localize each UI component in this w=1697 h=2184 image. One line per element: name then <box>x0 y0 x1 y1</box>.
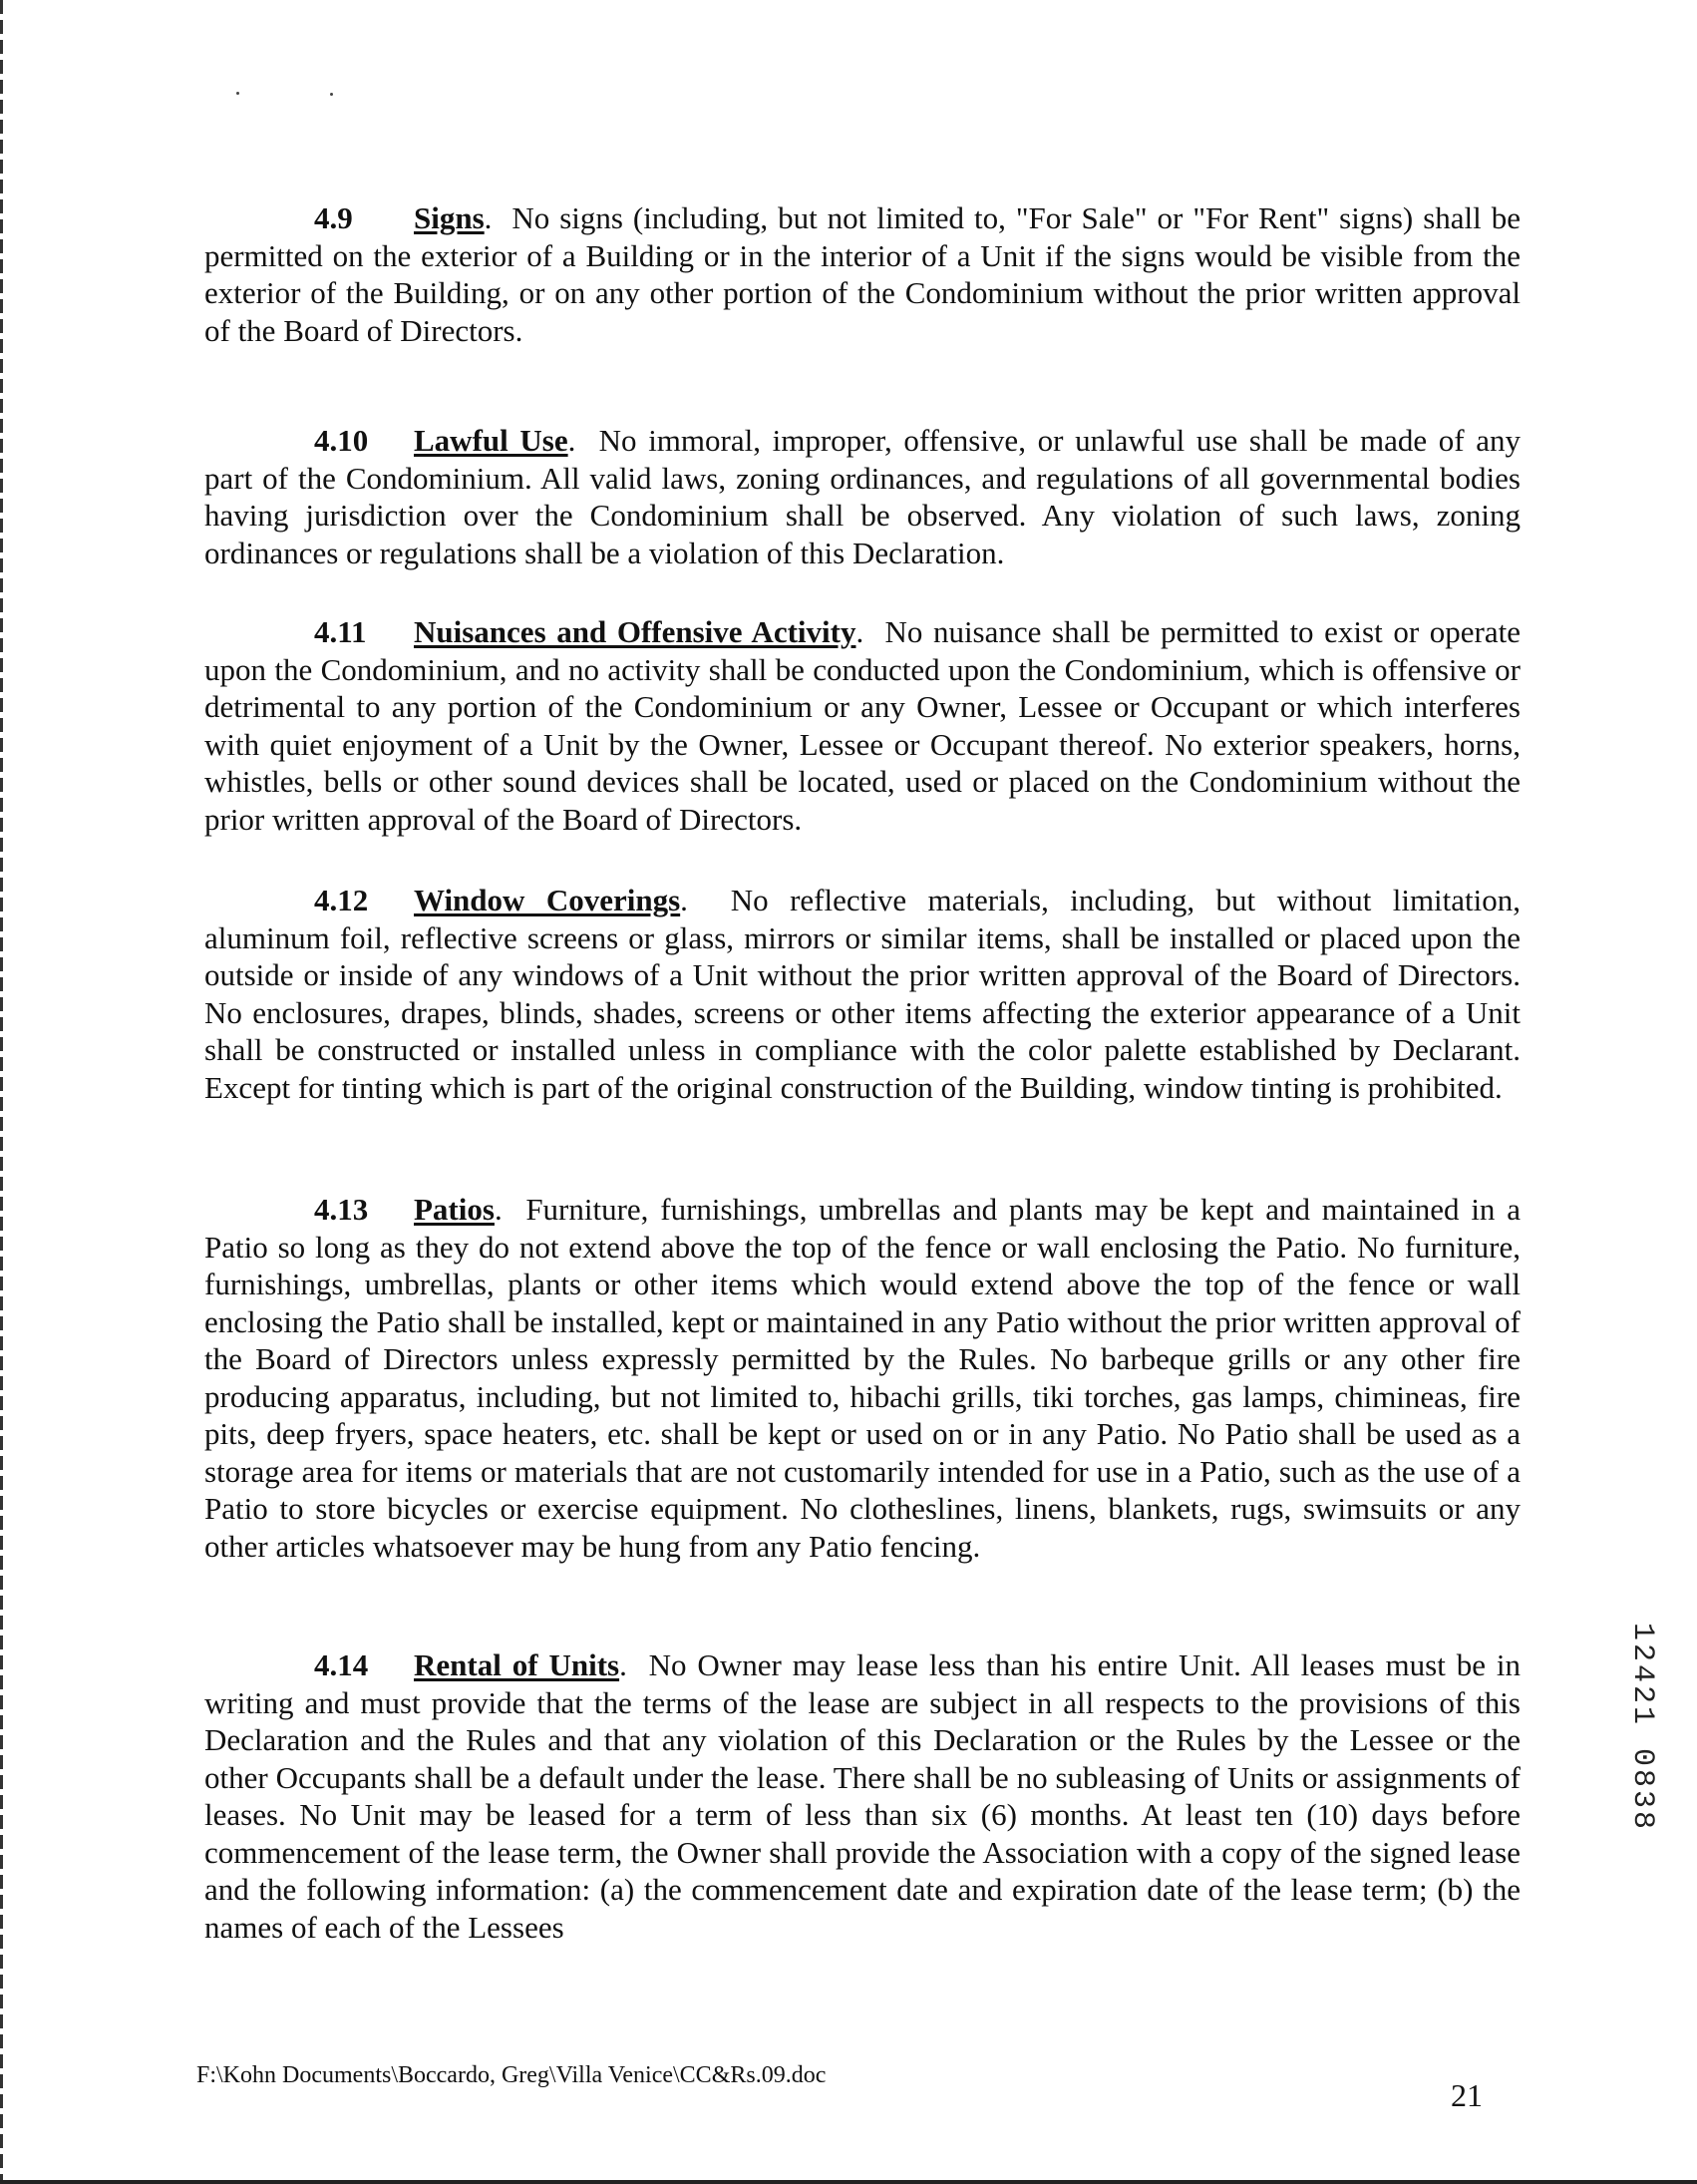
section-title: Nuisances and Offensive Activity <box>414 614 856 649</box>
section-4-9: 4.9 Signs. No signs (including, but not limited to, "For Sale" or "For Rent" signs) shall be permitted on the exterior of a Building or in the interior of a Unit if the signs would be visible from the exterior of the Building, or on any other portion of the Condominium without the prior written approval of the Board of Directors. <box>204 200 1521 348</box>
section-body: Furniture, furnishings, umbrellas and plants may be kept and maintained in a Patio so long as they do not extend above the top of the fence or wall enclosing the Patio. No furniture, furnishings, umbrellas, plants or other items which would extend above the top of the fence or wall enclosing the Patio shall be installed, kept or maintained in any Patio without the prior written approval of the Board of Directors unless expressly permitted by the Rules. No barbeque grills or any other fire producing apparatus, including, but not limited to, hibachi grills, tiki torches, gas lamps, chimineas, fire pits, deep fryers, space heaters, etc. shall be kept or used on or in any Patio. No Patio shall be used as a storage area for items or materials that are not customarily intended for use in a Patio, such as the use of a Patio to store bicycles or exercise equipment. No clotheslines, linens, blankets, rugs, swimsuits or any other articles whatsoever may be hung from any Patio fencing. <box>204 1192 1521 1564</box>
section-number: 4.11 <box>314 614 367 649</box>
recording-stamp-text: 12421 0838 <box>1625 1623 1659 1833</box>
recording-stamp <box>1625 1603 1665 1882</box>
scan-left-edge <box>0 0 3 2184</box>
section-number: 4.12 <box>314 883 369 917</box>
section-4-12: 4.12 Window Coverings. No reflective materials, including, but without limitation, aluminum foil, reflective screens or glass, mirrors or similar items, shall be installed or placed upon the outside or inside of any windows of a Unit without the prior written approval of the Board of Directors. No enclosures, drapes, blinds, shades, screens or other items affecting the exterior appearance of a Unit shall be constructed or installed unless in compliance with the color palette established by Declarant. Except for tinting which is part of the original construction of the Building, window tinting is prohibited. <box>204 883 1522 1105</box>
scan-bottom-edge <box>0 2180 1697 2184</box>
scan-speck <box>330 93 333 96</box>
section-title: Patios <box>414 1192 495 1227</box>
section-number: 4.14 <box>314 1647 369 1682</box>
section-title: Signs <box>414 200 485 235</box>
section-body: No reflective materials, including, but without limitation, aluminum foil, reflective screens or glass, mirrors or similar items, shall be installed or placed upon the outside or inside of any windows of a Unit without the prior written approval of the Board of Directors. No enclosures, drapes, blinds, shades, screens or other items affecting the exterior appearance of a Unit shall be constructed or installed unless in compliance with the color palette established by Declarant. Except for tinting which is part of the original construction of the Building, window tinting is prohibited. <box>204 883 1522 1105</box>
footer-file-path: F:\Kohn Documents\Boccardo, Greg\Villa Venice\CC&Rs.09.doc <box>196 2062 827 2088</box>
section-4-14: 4.14 Rental of Units. No Owner may lease less than his entire Unit. All leases must be in writing and must provide that the terms of the lease are subject in all respects to the provisions of this Declaration and the Rules and that any violation of this Declaration or the Rules by the Lessee or the other Occupants shall be a default under the lease. There shall be no subleasing of Units or assignments of leases. No Unit may be leased for a term of less than six (6) months. At least ten (10) days before commencement of the lease term, the Owner shall provide the Association with a copy of the signed lease and the following information: (a) the commencement date and expiration date of the lease term; (b) the names of each of the Lessees <box>204 1647 1521 1945</box>
section-number: 4.9 <box>314 200 353 235</box>
section-4-10: 4.10 Lawful Use. No immoral, improper, offensive, or unlawful use shall be made of any part of the Condominium. All valid laws, zoning ordinances, and regulations of all governmental bodies having jurisdiction over the Condominium shall be observed. Any violation of such laws, zoning ordinances or regulations shall be a violation of this Declaration. <box>204 423 1521 570</box>
section-4-11: 4.11 Nuisances and Offensive Activity. No nuisance shall be permitted to exist or operate upon the Condominium, and no activity shall be conducted upon the Condominium, which is offensive or detrimental to any portion of the Condominium or any Owner, Lessee or Occupant or which interferes with quiet enjoyment of a Unit by the Owner, Lessee or Occupant thereof. No exterior speakers, horns, whistles, bells or other sound devices shall be located, used or placed on the Condominium without the prior written approval of the Board of Directors. <box>204 614 1521 837</box>
section-body: No Owner may lease less than his entire Unit. All leases must be in writing and must provide that the terms of the lease are subject in all respects to the provisions of this Declaration and the Rules and that any violation of this Declaration or the Rules by the Lessee or the other Occupants shall be a default under the lease. There shall be no subleasing of Units or assignments of leases. No Unit may be leased for a term of less than six (6) months. At least ten (10) days before commencement of the lease term, the Owner shall provide the Association with a copy of the signed lease and the following information: (a) the commencement date and expiration date of the lease term; (b) the names of each of the Lessees <box>204 1647 1521 1945</box>
section-number: 4.13 <box>314 1192 369 1227</box>
section-4-13: 4.13 Patios. Furniture, furnishings, umbrellas and plants may be kept and maintained in a Patio so long as they do not extend above the top of the fence or wall enclosing the Patio. No furniture, furnishings, umbrellas, plants or other items which would extend above the top of the fence or wall enclosing the Patio shall be installed, kept or maintained in any Patio without the prior written approval of the Board of Directors unless expressly permitted by the Rules. No barbeque grills or any other fire producing apparatus, including, but not limited to, hibachi grills, tiki torches, gas lamps, chimineas, fire pits, deep fryers, space heaters, etc. shall be kept or used on or in any Patio. No Patio shall be used as a storage area for items or materials that are not customarily intended for use in a Patio, such as the use of a Patio to store bicycles or exercise equipment. No clotheslines, linens, blankets, rugs, swimsuits or any other articles whatsoever may be hung from any Patio fencing. <box>204 1192 1521 1564</box>
section-body: No signs (including, but not limited to, "For Sale" or "For Rent" signs) shall be permitted on the exterior of a Building or in the interior of a Unit if the signs would be visible from the exterior of the Building, or on any other portion of the Condominium without the prior written approval of the Board of Directors. <box>204 200 1521 348</box>
section-body: No nuisance shall be permitted to exist or operate upon the Condominium, and no activity shall be conducted upon the Condominium, which is offensive or detrimental to any portion of the Condominium or any Owner, Lessee or Occupant or which interferes with quiet enjoyment of a Unit by the Owner, Lessee or Occupant thereof. No exterior speakers, horns, whistles, bells or other sound devices shall be located, used or placed on the Condominium without the prior written approval of the Board of Directors. <box>204 614 1521 837</box>
scan-speck <box>236 92 239 95</box>
section-body: No immoral, improper, offensive, or unlawful use shall be made of any part of the Condominium. All valid laws, zoning ordinances, and regulations of all governmental bodies having jurisdiction over the Condominium shall be observed. Any violation of such laws, zoning ordinances or regulations shall be a violation of this Declaration. <box>204 423 1521 570</box>
section-title: Rental of Units <box>414 1647 620 1682</box>
page-number: 21 <box>1451 2077 1483 2113</box>
section-title: Window Coverings <box>414 883 681 917</box>
section-number: 4.10 <box>314 423 369 458</box>
section-title: Lawful Use <box>414 423 568 458</box>
